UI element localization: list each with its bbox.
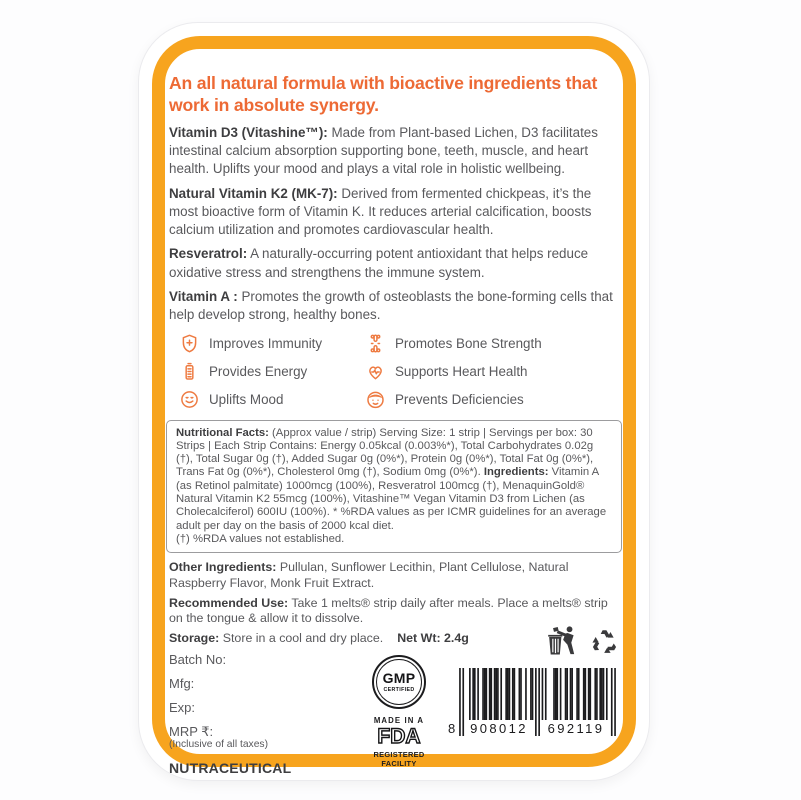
category-label: NUTRACEUTICAL	[169, 759, 292, 776]
face-icon	[365, 389, 386, 410]
shield-plus-icon	[179, 333, 200, 354]
bottom-section	[169, 652, 619, 776]
gmp-certified-seal: GMP CERTIFIED	[372, 655, 426, 709]
ingredients-label: Ingredients:	[483, 466, 549, 479]
disposal-icons	[546, 625, 619, 657]
section-lead: Natural Vitamin K2 (MK-7):	[169, 185, 338, 201]
benefit-label: Promotes Bone Strength	[395, 335, 542, 351]
certifications-column	[351, 652, 447, 769]
barcode-digit-first: 8	[448, 720, 456, 736]
label-content	[169, 73, 619, 776]
benefit-label: Prevents Deficiencies	[395, 391, 524, 407]
benefit-label: Improves Immunity	[209, 335, 323, 351]
section-vitamin-k2	[169, 185, 619, 240]
barcode-digits-left: 908012	[470, 720, 528, 736]
benefit-prevents-deficiencies	[365, 387, 619, 412]
barcode	[448, 668, 617, 752]
barcode-column	[447, 652, 619, 752]
nutrition-facts-box	[166, 420, 622, 554]
benefit-uplifts-mood	[179, 387, 365, 412]
tidyman-litter-icon	[546, 625, 582, 657]
section-text: Promotes the growth of osteoblasts the bone-forming cells that help develop strong, healthy bones.	[169, 289, 613, 323]
benefit-label: Uplifts Mood	[209, 391, 284, 407]
benefit-supports-heart-health	[365, 359, 619, 384]
rda-note: (†) %RDA values not established.	[176, 532, 345, 545]
smiley-icon	[179, 389, 200, 410]
benefit-improves-immunity	[179, 331, 365, 356]
heart-pulse-icon	[365, 361, 386, 382]
recommended-use: Recommended Use: Take 1 melts® strip daily after meals. Place a melts® strip on the tongue & allow it to dissolve.	[169, 595, 608, 626]
benefits-grid	[169, 331, 619, 412]
section-lead: Vitamin A :	[169, 289, 238, 304]
section-vitamin-a	[169, 288, 619, 325]
mrp-taxes-note: (Inclusive of all taxes)	[169, 738, 269, 750]
storage-line: Storage: Store in a cool and dry place. Net Wt: 2.4g	[169, 631, 469, 646]
registered-facility-text: REGISTERED FACILITY	[373, 749, 425, 769]
batch-info-column	[169, 652, 351, 776]
barcode-digits-right: 692119	[547, 720, 605, 736]
bone-joint-icon	[365, 333, 386, 354]
benefit-label: Supports Heart Health	[395, 363, 528, 379]
section-text: A naturally-occurring potent antioxidant that helps reduce oxidative stress and strengthens the immune system.	[169, 246, 589, 280]
nutrition-facts-text: Nutritional Facts: (Approx value / strip) Serving Size: 1 strip | Servings per box: 30 Strips | Each Strip Contains: Energy 0.05kcal (0.003%*), Total Carbohydrates 0.02g (†), Total Sugar 0g (†), Added Sugar 0g (0%*), Protein 0g (0%*), Total Fat 0g (0%*), Trans Fat 0g (0%*), Cholesterol 0mg (†), Sodium 0mg (0%*). Ingredients: Vitamin A (as Retinol palmitate) 1000mcg (100%), Resveratrol 100mcg (†), MenaquinGold® Natural Vitamin K2 55mcg (100%), Vitashine™ Vegan Vitamin D3 from Lichen (as Cholecalciferol) 600IU (100%). * %RDA values as per ICMR guidelines for an average adult per day on the basis of 2000 kcal diet.	[176, 426, 607, 532]
benefit-promotes-bone-strength	[365, 331, 619, 356]
section-resveratrol	[169, 245, 619, 282]
mrp-field: MRP ₹:	[169, 723, 214, 739]
nutrition-facts-label: Nutritional Facts:	[176, 426, 269, 439]
recycle-icon	[590, 628, 619, 657]
section-text: Derived from fermented chickpeas, it’s the most bioactive form of Vitamin K. It reduces arterial calcification, boosts calcium utilization and promotes cardiovascular health.	[169, 185, 592, 238]
battery-icon	[179, 361, 200, 382]
section-lead: Vitamin D3 (Vitashine™):	[169, 124, 328, 140]
net-weight: Net Wt: 2.4g	[397, 631, 469, 646]
section-vitamin-d3	[169, 124, 619, 179]
label-card	[138, 22, 650, 781]
benefit-label: Provides Energy	[209, 363, 308, 379]
section-text: Made from Plant-based Lichen, D3 facilitates intestinal calcium absorption supporting bone, teeth, muscle, and heart health. Uplifts your mood and plays a vital role in holistic wellbeing.	[169, 124, 598, 177]
bottom-columns	[169, 652, 619, 776]
benefit-provides-energy	[179, 359, 365, 384]
mfg-field: Mfg:	[169, 675, 195, 691]
headline: An all natural formula with bioactive ingredients that work in absolute synergy.	[169, 73, 598, 115]
batch-no-field: Batch No:	[169, 651, 227, 667]
made-in-a-text: MADE IN A	[373, 715, 425, 725]
other-ingredients: Other Ingredients: Pullulan, Sunflower Lecithin, Plant Cellulose, Natural Raspberry Flavor, Monk Fruit Extract.	[169, 560, 569, 590]
section-lead: Resveratrol:	[169, 246, 248, 262]
exp-field: Exp:	[169, 699, 196, 715]
fda-logo: FDA	[377, 724, 421, 748]
